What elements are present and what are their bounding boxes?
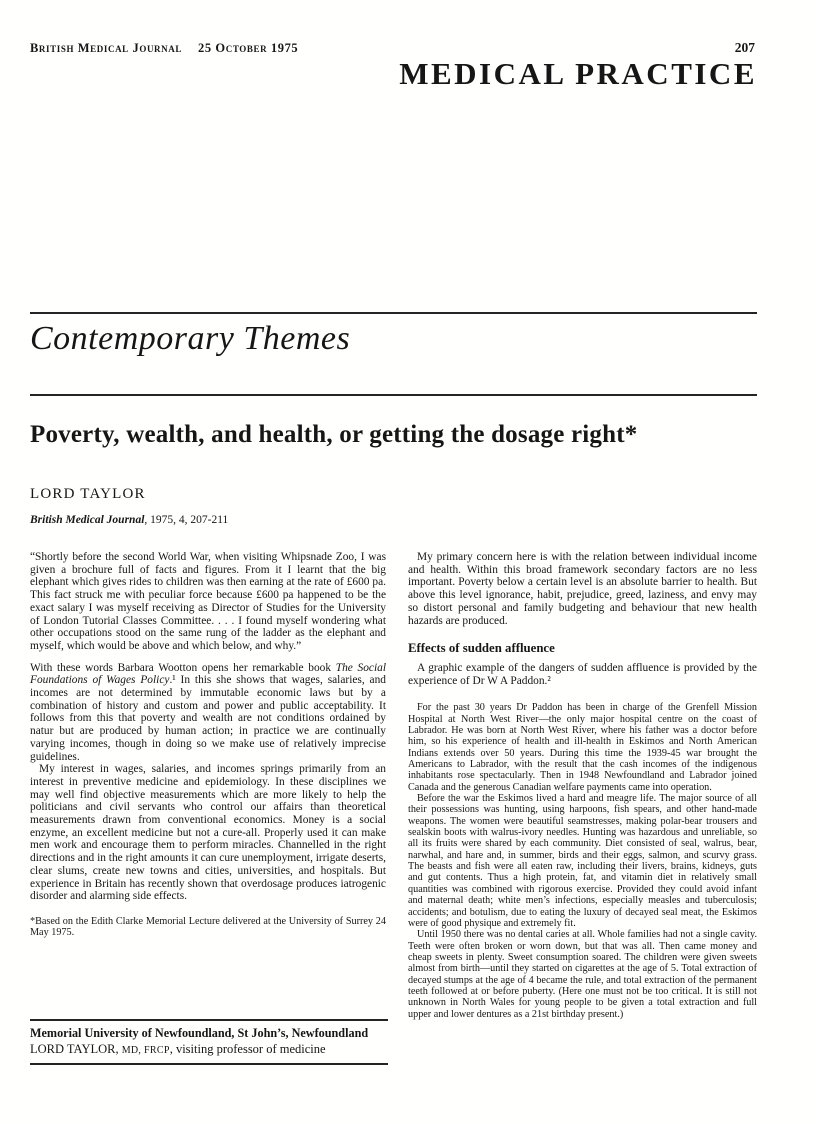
quote-paragraph: “Shortly before the second World War, when visiting Whipsnade Zoo, I was given a brochure full of facts and figures. From it I learnt that the big elephant which gives rides to children was then earning at the rate of £600 pa. This fact struck me with peculiar force because £600 pa happened to be the exact salary I was myself receiving as Director of Studies for the University of London Tutorial Classes Committee. . . . I found myself wondering what other occupations stood on the same rung of the ladder as the elephant and myself, which would be above and which below, and why.” <box>30 551 386 652</box>
wootton-paragraph <box>30 662 386 764</box>
article-body <box>30 551 757 1020</box>
intro-paragraph: My primary concern here is with the relation between individual income and health. Within this broad framework secondary factors are no less important. Poverty below a certain level is an absolute barrier to health. But above this level ignorance, habit, prejudice, greed, laziness, and envy may so distort personal and family budgeting and behaviour that new health hazards are produced. <box>408 551 757 627</box>
series-divider-bottom <box>30 394 757 396</box>
author-credentials <box>30 1042 388 1063</box>
left-column <box>30 551 386 1020</box>
section-banner: MEDICAL PRACTICE <box>399 56 757 91</box>
right-column <box>408 551 757 1020</box>
signature-block <box>30 1019 388 1065</box>
wootton-text-before: With these words Barbara Wootton opens her remarkable book <box>30 661 336 674</box>
signature-rule-top <box>30 1019 388 1021</box>
case-paragraph-2: Before the war the Eskimos lived a hard and meagre life. The major source of all their possessions was hunting, using harpoons, fish spears, and other hand-made weapons. The women were beautiful seamstresses, making polar-bear trousers and sealskin boots with walrus-ivory needles. Hunting was hazardous and unreliable, so all its fruits were shared by each community. Diet consisted of seal, walrus, bear, narwhal, and hare and, in summer, birds and their eggs, salmon, and scurvy grass. The beasts and fish were all eaten raw, including their livers, brains, kidneys, guts and gut contents. Thus a high protein, fat, and vitamin diet in relatively small quantities was combined with rigorous exercise. Provided they could avoid infant and maternal death; white men’s infections, especially measles and tuberculosis; accidents; and botulism, due to eating the luxury of decayed seal meat, the Eskimos were of good physique and extremely fit. <box>408 793 757 929</box>
case-report <box>408 702 757 1020</box>
issue-date: 25 October 1975 <box>197 41 299 55</box>
author-name: LORD TAYLOR, <box>30 1042 122 1056</box>
signature-rule-bottom <box>30 1063 388 1065</box>
section-heading-affluence: Effects of sudden affluence <box>408 641 555 656</box>
case-paragraph-3: Until 1950 there was no dental caries at all. Whole families had not a single cavity. Teeth were often broken or worn down, but that was all. Then came money and cheap sweets in plenty. Sweet consumption soared. The children were given sweets almost from birth—until they started on cigarettes at the age of 5. Total extraction of decayed stumps at the age of 4 became the rule, and total extraction of the permanent teeth followed at or before puberty. (Here one must not be too critical. It is still not unknown in North Wales for young people to be given a total extraction and full upper and lower dentures as a 21st birthday present.) <box>408 929 757 1020</box>
article-title: Poverty, wealth, and health, or getting the dosage right* <box>30 421 638 448</box>
author-qualifications: MD, FRCP <box>121 1045 170 1056</box>
author-affiliation: Memorial University of Newfoundland, St John’s, Newfoundland <box>30 1026 369 1040</box>
masthead <box>30 41 298 56</box>
article-citation <box>30 514 228 526</box>
wootton-text-after: .¹ In this she shows that wages, salaries, and incomes are not determined by immutable economic laws but by a combination of history and custom and power and public acceptability. It follows from this that poverty and wealth are not conditions ordained by natur but are produced by human action; in practice we are continually varying incomes, though in doing so we make use of relatively imprecise guidelines. <box>30 674 387 763</box>
author-role: , visiting professor of medicine <box>169 1042 326 1056</box>
citation-volume-pages: , 1975, 4, 207-211 <box>144 514 229 526</box>
lecture-footnote: *Based on the Edith Clarke Memorial Lecture delivered at the University of Surrey 24 May 1975. <box>30 915 386 939</box>
journal-name: British Medical Journal <box>30 41 182 55</box>
page-number: 207 <box>734 40 755 55</box>
page-content <box>30 0 757 1123</box>
citation-journal: British Medical Journal <box>30 514 145 526</box>
book-title: The Social Foundations of Wages Policy <box>30 661 387 687</box>
series-divider-top <box>30 312 757 314</box>
graphic-example-paragraph: A graphic example of the dangers of sudden affluence is provided by the experience of Dr W A Paddon.² <box>408 661 757 687</box>
case-paragraph-1: For the past 30 years Dr Paddon has been in charge of the Grenfell Mission Hospital at North West River—the only major hospital centre on the coast of Labrador. He was born at North West River, where his father was a doctor before him, so his experience of health and ill-health in Eskimos and North American Indians extends over 50 years. During this time the 1939-45 war brought the Americans to Labrador, with the result that the cash incomes of the indigenous inhabitants rose spectacularly. Then in 1948 Newfoundland and Labrador joined Canada and the generous Canadian welfare payments came into operation. <box>408 702 757 793</box>
interest-paragraph: My interest in wages, salaries, and incomes springs primarily from an interest in preventive medicine and epidemiology. In these disciplines we may well find objective measurements which are more likely to help the politicians and civil servants who control our affairs than theoretical measurements drawn from conventional economics. Money is a social enzyme, an excellent medicine but not a cure-all. Properly used it can make men work and encourage them to perform miracles. Channelled in the right directions and in the right amounts it can cure unemployment, irrigate deserts, clear slums, create new towns and cities, universities, and hospitals. But experience in Britain has recently shown that overdosage produces iatrogenic disorder and alarming side effects. <box>30 763 386 903</box>
article-author: LORD TAYLOR <box>30 486 146 502</box>
series-title: Contemporary Themes <box>30 320 351 357</box>
